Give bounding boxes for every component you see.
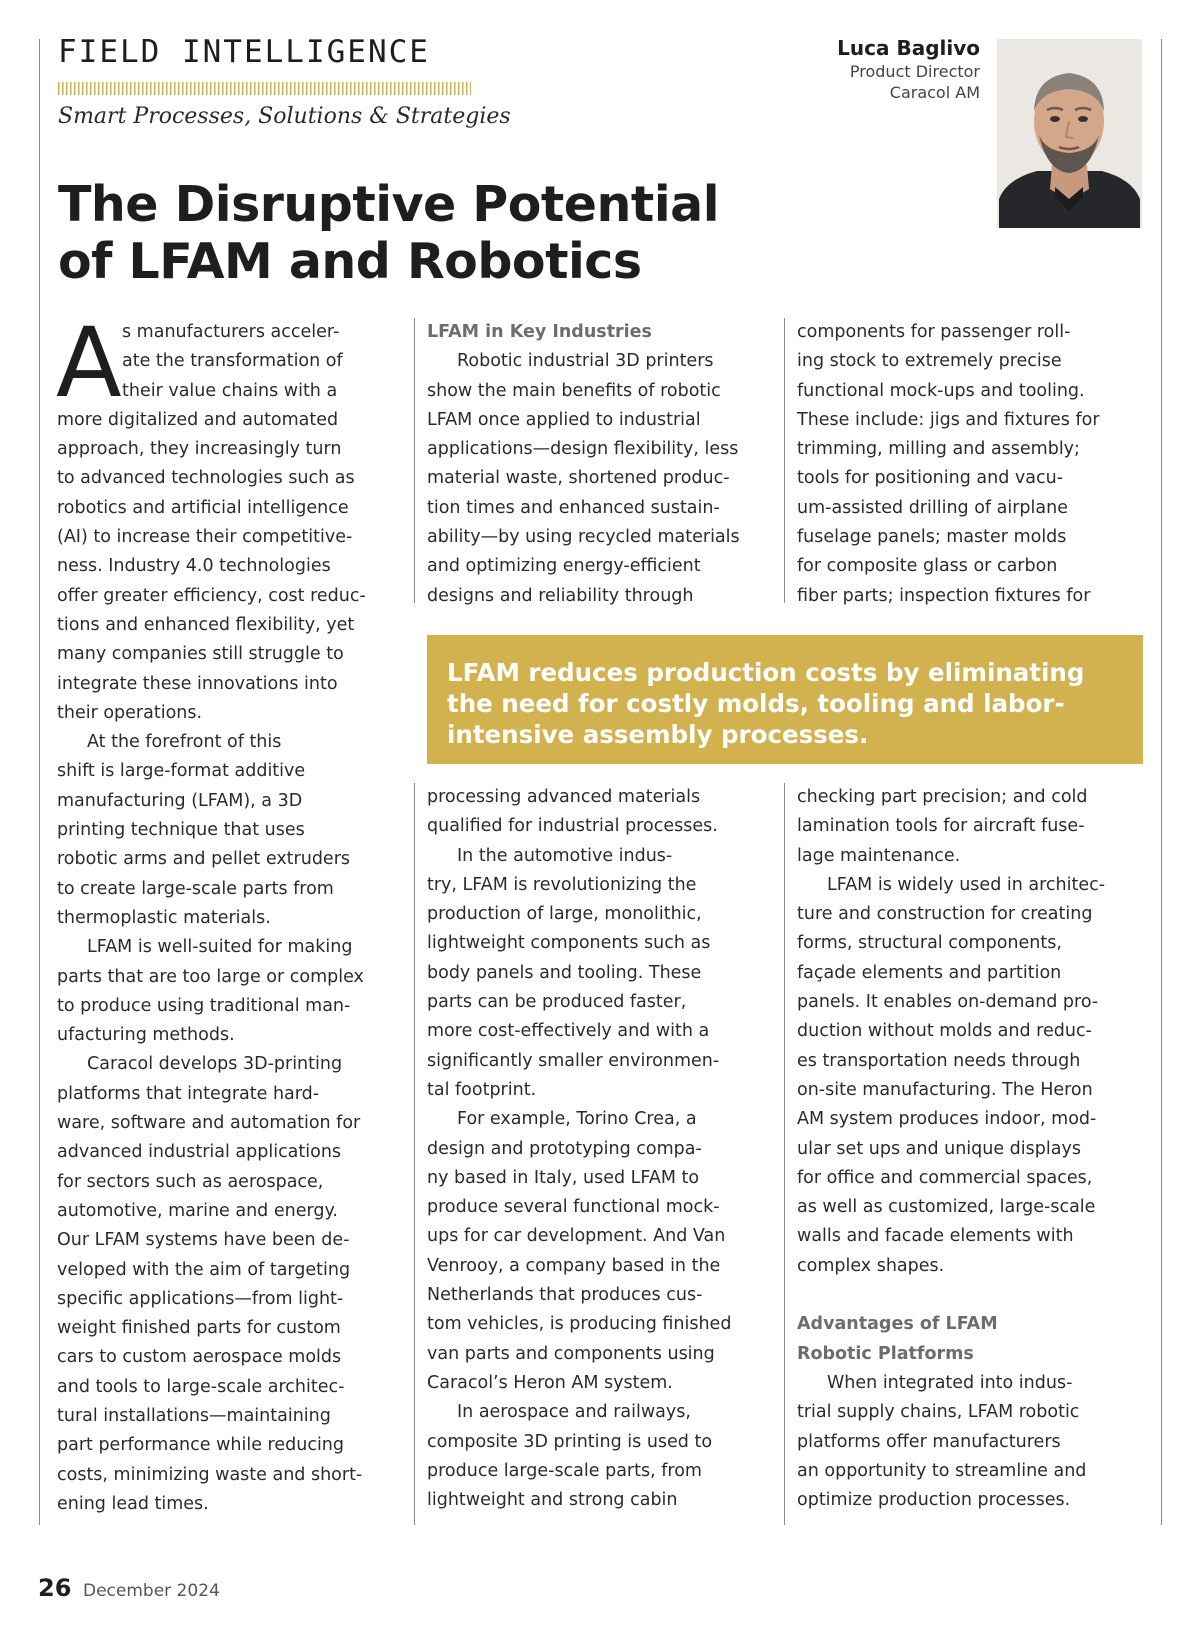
body-text-line: forms, structural components, bbox=[797, 933, 1062, 954]
body-text-line: components for passenger roll- bbox=[797, 322, 1071, 342]
body-text-line: (AI) to increase their competitive- bbox=[57, 527, 353, 548]
body-text-line: tom vehicles, is producing finished bbox=[427, 1314, 732, 1335]
kicker-hatch-divider bbox=[58, 82, 471, 95]
body-text-line: These include: jigs and fixtures for bbox=[797, 409, 1100, 430]
body-column-1 bbox=[56, 307, 407, 1519]
body-text-line: applications—design flexibility, less bbox=[427, 439, 739, 460]
body-text-line bbox=[797, 1281, 1147, 1310]
body-text-line: produce several functional mock- bbox=[427, 1197, 720, 1218]
body-text-line: thermoplastic materials. bbox=[57, 907, 271, 928]
body-text-line: AM system produces indoor, mod- bbox=[797, 1109, 1097, 1130]
body-text-line: their operations. bbox=[57, 702, 203, 723]
body-text-line: van parts and components using bbox=[427, 1343, 715, 1364]
body-text-line: functional mock-ups and tooling. bbox=[797, 380, 1085, 401]
body-text-line: lamination tools for aircraft fuse- bbox=[797, 816, 1085, 837]
body-text-line: complex shapes. bbox=[797, 1255, 945, 1276]
body-text-line: composite 3D printing is used to bbox=[427, 1431, 713, 1452]
body-text-line: specific applications—from light- bbox=[57, 1288, 344, 1309]
body-text-line: LFAM is well-suited for making bbox=[87, 937, 353, 958]
body-text-line: material waste, shortened produc- bbox=[427, 468, 730, 489]
body-text-line: for sectors such as aerospace, bbox=[57, 1171, 324, 1192]
author-portrait-image bbox=[997, 39, 1142, 228]
body-text-line: panels. It enables on-demand pro- bbox=[797, 992, 1099, 1013]
author-photo bbox=[997, 39, 1142, 228]
body-text-line: Venrooy, a company based in the bbox=[427, 1255, 721, 1276]
body-text-line: trial supply chains, LFAM robotic bbox=[797, 1402, 1080, 1423]
headline-line-2: of LFAM and Robotics bbox=[58, 233, 642, 290]
body-text-line: try, LFAM is revolutionizing the bbox=[427, 874, 697, 895]
body-text-line: body panels and tooling. These bbox=[427, 962, 702, 983]
body-text-line: optimize production processes. bbox=[797, 1490, 1071, 1511]
body-text-line: many companies still struggle to bbox=[57, 644, 344, 665]
body-text-line: designs and reliability through bbox=[427, 585, 694, 606]
pull-quote-line: the need for costly molds, tooling and labor- bbox=[447, 689, 1065, 718]
body-text-line: LFAM once applied to industrial bbox=[427, 409, 701, 430]
body-text-line: tural installations—maintaining bbox=[57, 1405, 331, 1426]
body-text-line: Caracol develops 3D-printing bbox=[87, 1054, 343, 1075]
body-text-line: When integrated into indus- bbox=[827, 1372, 1073, 1393]
column-rule-2 bbox=[784, 318, 785, 603]
body-text-line: tions and enhanced flexibility, yet bbox=[57, 614, 355, 635]
body-text-line: ture and construction for creating bbox=[797, 904, 1093, 925]
pull-quote bbox=[427, 635, 1143, 764]
body-column-2-bottom bbox=[427, 783, 777, 1515]
page-number: 26 bbox=[38, 1574, 72, 1602]
body-text-line: to advanced technologies such as bbox=[57, 468, 355, 489]
body-text-line: parts that are too large or complex bbox=[57, 966, 364, 987]
body-text-line: advanced industrial applications bbox=[57, 1142, 342, 1163]
body-text-line: robotic arms and pellet extruders bbox=[57, 849, 351, 870]
body-text-line: to produce using traditional man- bbox=[57, 995, 351, 1016]
body-text-line: and optimizing energy-efficient bbox=[427, 556, 701, 577]
subheading-line: Advantages of LFAM bbox=[797, 1314, 998, 1335]
column-rule-4 bbox=[784, 783, 785, 1525]
body-text-line: duction without molds and reduc- bbox=[797, 1021, 1092, 1042]
body-text-line: ups for car development. And Van bbox=[427, 1226, 726, 1247]
body-text-line: processing advanced materials bbox=[427, 787, 701, 807]
body-text-line: design and prototyping compa- bbox=[427, 1138, 702, 1159]
issue-date: December 2024 bbox=[83, 1581, 220, 1601]
body-column-2-top bbox=[427, 318, 777, 611]
body-text-line: robotics and artificial intelligence bbox=[57, 497, 349, 518]
body-text-line: tools for positioning and vacu- bbox=[797, 468, 1063, 489]
body-text-line: es transportation needs through bbox=[797, 1050, 1081, 1071]
body-text-line: ability—by using recycled materials bbox=[427, 527, 740, 548]
body-text-line: integrate these innovations into bbox=[57, 673, 338, 694]
body-column-3-bottom bbox=[797, 783, 1147, 1515]
body-text-line: Robotic industrial 3D printers bbox=[457, 351, 714, 372]
body-text-line: tion times and enhanced sustain- bbox=[427, 497, 720, 518]
section-tagline: Smart Processes, Solutions & Strategies bbox=[58, 104, 511, 129]
subheading-line: Robotic Platforms bbox=[797, 1343, 974, 1364]
column-rule-1 bbox=[414, 318, 415, 603]
body-text-line: tal footprint. bbox=[427, 1079, 537, 1100]
body-text-line: lightweight and strong cabin bbox=[427, 1490, 678, 1511]
body-text-line: LFAM is widely used in architec- bbox=[827, 874, 1106, 895]
body-text-line: more digitalized and automated bbox=[57, 409, 339, 430]
subheading-line: LFAM in Key Industries bbox=[427, 322, 652, 342]
body-text-line: ness. Industry 4.0 technologies bbox=[57, 556, 331, 577]
article-headline bbox=[58, 176, 758, 290]
pull-quote-line: intensive assembly processes. bbox=[447, 720, 869, 749]
body-text-line: parts can be produced faster, bbox=[427, 992, 687, 1013]
body-text-line: ate the transformation of bbox=[122, 351, 343, 372]
body-text-line: ware, software and automation for bbox=[57, 1113, 361, 1134]
body-text-line: for composite glass or carbon bbox=[797, 556, 1058, 577]
body-text-line: produce large-scale parts, from bbox=[427, 1460, 702, 1481]
author-name: Luca Baglivo bbox=[837, 36, 980, 60]
body-text-line: For example, Torino Crea, a bbox=[457, 1109, 697, 1130]
author-title: Product Director bbox=[849, 62, 980, 81]
body-text-line: automotive, marine and energy. bbox=[57, 1200, 338, 1221]
body-text-line: fiber parts; inspection fixtures for bbox=[797, 585, 1091, 606]
body-text-line: s manufacturers acceler- bbox=[122, 322, 340, 342]
body-text-line: on-site manufacturing. The Heron bbox=[797, 1079, 1093, 1100]
body-text-line: walls and facade elements with bbox=[797, 1226, 1074, 1247]
body-text-line: In aerospace and railways, bbox=[457, 1402, 691, 1423]
body-text-line: production of large, monolithic, bbox=[427, 904, 702, 925]
body-text-line: significantly smaller environmen- bbox=[427, 1050, 720, 1071]
body-text-line: costs, minimizing waste and short- bbox=[57, 1464, 363, 1485]
body-text-line: platforms offer manufacturers bbox=[797, 1431, 1061, 1452]
body-text-line: shift is large-format additive bbox=[57, 761, 306, 782]
body-text-line: In the automotive indus- bbox=[457, 845, 673, 866]
body-text-line: weight finished parts for custom bbox=[57, 1318, 341, 1339]
body-text-line: their value chains with a bbox=[122, 380, 338, 401]
body-text-line: ening lead times. bbox=[57, 1493, 209, 1514]
drop-cap: A bbox=[56, 307, 122, 419]
body-text-line: more cost-effectively and with a bbox=[427, 1021, 710, 1042]
body-text-line: show the main benefits of robotic bbox=[427, 380, 721, 401]
body-text-line: Our LFAM systems have been de- bbox=[57, 1230, 350, 1251]
body-text-line: Netherlands that produces cus- bbox=[427, 1285, 703, 1306]
column-rule-3 bbox=[414, 783, 415, 1525]
body-text-line: Caracol’s Heron AM system. bbox=[427, 1372, 673, 1393]
body-text-line: and tools to large-scale architec- bbox=[57, 1376, 345, 1397]
body-text-line: qualified for industrial processes. bbox=[427, 816, 718, 837]
body-text-line: to create large-scale parts from bbox=[57, 878, 334, 899]
author-byline bbox=[837, 38, 980, 103]
body-text-line: veloped with the aim of targeting bbox=[57, 1259, 351, 1280]
left-margin-rule bbox=[39, 39, 40, 1525]
body-text-line: ular set ups and unique displays bbox=[797, 1138, 1081, 1159]
body-text-line: trimming, milling and assembly; bbox=[797, 439, 1080, 460]
right-margin-rule bbox=[1161, 39, 1162, 1525]
body-text-line: lightweight components such as bbox=[427, 933, 711, 954]
body-text-line: platforms that integrate hard- bbox=[57, 1083, 320, 1104]
body-text-line: lage maintenance. bbox=[797, 845, 961, 866]
body-text-line: ny based in Italy, used LFAM to bbox=[427, 1167, 700, 1188]
body-text-line: manufacturing (LFAM), a 3D bbox=[57, 790, 303, 811]
body-text-line: part performance while reducing bbox=[57, 1435, 345, 1456]
body-text-line: offer greater efficiency, cost reduc- bbox=[57, 585, 366, 606]
body-text-line: um-assisted drilling of airplane bbox=[797, 497, 1068, 518]
body-column-3-top bbox=[797, 318, 1147, 611]
body-text-line: printing technique that uses bbox=[57, 820, 305, 841]
body-text-line: for office and commercial spaces, bbox=[797, 1167, 1093, 1188]
body-text-line: At the forefront of this bbox=[87, 732, 282, 753]
pull-quote-line: LFAM reduces production costs by eliminating bbox=[447, 658, 1085, 687]
body-text-line: as well as customized, large-scale bbox=[797, 1197, 1096, 1218]
body-text-line: checking part precision; and cold bbox=[797, 787, 1088, 807]
body-text-line: fuselage panels; master molds bbox=[797, 527, 1067, 548]
section-kicker: FIELD INTELLIGENCE bbox=[58, 34, 430, 70]
headline-line-1: The Disruptive Potential bbox=[58, 176, 720, 233]
body-text-line: approach, they increasingly turn bbox=[57, 439, 342, 460]
author-company: Caracol AM bbox=[889, 83, 980, 102]
body-text-line: ing stock to extremely precise bbox=[797, 351, 1062, 372]
body-text-line: an opportunity to streamline and bbox=[797, 1460, 1087, 1481]
body-text-line: façade elements and partition bbox=[797, 962, 1062, 983]
body-text-line: ufacturing methods. bbox=[57, 1025, 235, 1046]
body-text-line: cars to custom aerospace molds bbox=[57, 1347, 342, 1368]
